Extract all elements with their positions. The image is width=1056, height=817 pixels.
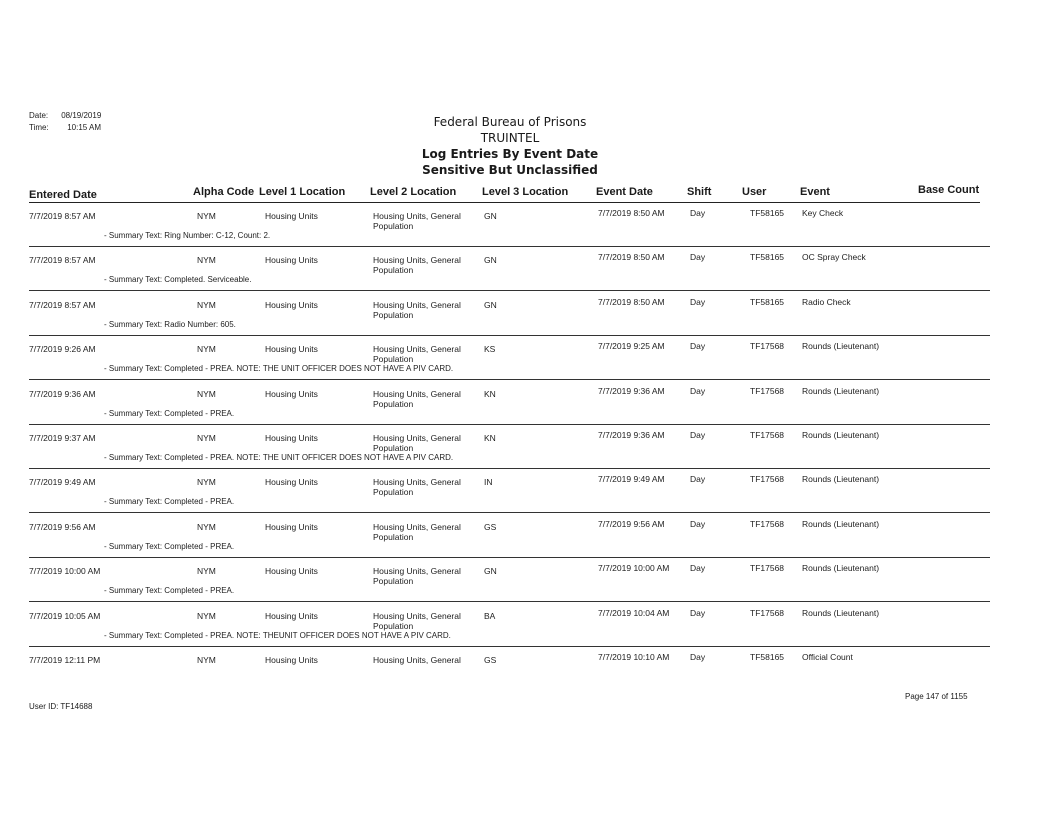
user-cell: TF58165 [750,252,785,263]
level3-location-cell: GN [484,299,497,310]
level2-location-cell: Housing Units, General Population [373,477,461,498]
event-cell: Rounds (Lieutenant) [802,607,880,618]
row-divider [29,601,990,602]
row-divider [29,246,990,247]
event-cell: Official Count [802,652,853,662]
level3-location-cell: GN [484,211,497,221]
summary-text: - Summary Text: Radio Number: 605. [104,319,236,329]
event-date-cell: 7/7/2019 8:50 AM [598,208,665,218]
level1-location-cell: Housing Units [265,655,318,665]
entered-date-cell: 7/7/2019 8:57 AM [29,255,96,266]
level2-location-cell: Housing Units, General Population [373,299,461,320]
alpha-code-cell: NYM [197,344,216,355]
user-cell: TF58165 [750,652,785,662]
level3-location-cell: KN [484,388,496,399]
level3-location-cell: KS [484,344,496,355]
agency-title: Federal Bureau of Prisons [433,115,587,129]
shift-cell: Day [690,607,706,618]
event-date-cell: 7/7/2019 9:49 AM [598,474,665,485]
event-cell: Rounds (Lieutenant) [802,341,880,352]
event-cell: OC Spray Check [802,252,866,263]
level1-location-cell: Housing Units [265,255,318,266]
user-cell: TF17568 [750,607,785,618]
alpha-code-cell: NYM [197,255,216,266]
header-divider [29,202,980,203]
summary-text: - Summary Text: Completed - PREA. [104,408,235,418]
user-cell: TF58165 [750,208,785,218]
event-cell: Rounds (Lieutenant) [802,385,880,396]
user-cell: TF17568 [750,474,785,485]
summary-text: - Summary Text: Completed - PREA. NOTE: THEUNIT OFFICER DOES NOT HAVE A PIV CARD. [104,630,451,640]
row-divider [29,512,990,513]
date-value: 08/19/2019 [61,111,102,120]
shift-cell: Day [690,208,706,218]
user-cell: TF17568 [750,341,785,352]
shift-cell: Day [690,252,706,263]
summary-text: - Summary Text: Completed - PREA. NOTE: THE UNIT OFFICER DOES NOT HAVE A PIV CARD. [104,453,454,462]
shift-cell: Day [690,296,706,307]
col-level2-location: Level 2 Location [370,186,457,198]
entered-date-cell: 7/7/2019 9:37 AM [29,433,96,443]
col-user: User [742,186,767,198]
level3-location-cell: BA [484,610,496,621]
event-date-cell: 7/7/2019 9:36 AM [598,430,665,440]
level1-location-cell: Housing Units [265,344,318,355]
alpha-code-cell: NYM [197,211,216,221]
table-row [0,340,1056,384]
user-cell: TF17568 [750,563,785,574]
table-row [0,429,1056,473]
level2-location-cell: Housing Units, General Population [373,610,461,631]
event-date-cell: 7/7/2019 10:00 AM [598,563,670,574]
row-divider [29,290,990,291]
col-event: Event [800,186,830,198]
level2-location-cell: Housing Units, General Population [373,566,461,587]
classification-label: Sensitive But Unclassified [422,163,598,177]
level3-location-cell: GN [484,566,497,577]
table-row [0,385,1056,429]
event-date-cell: 7/7/2019 9:36 AM [598,385,665,396]
entered-date-cell: 7/7/2019 8:57 AM [29,299,96,310]
table-row [0,562,1056,606]
entered-date-cell: 7/7/2019 10:05 AM [29,610,101,621]
shift-cell: Day [690,341,706,352]
event-date-cell: 7/7/2019 9:25 AM [598,341,665,352]
entered-date-cell: 7/7/2019 8:57 AM [29,211,96,221]
user-cell: TF58165 [750,296,785,307]
table-row [0,473,1056,517]
report-title-block [360,114,660,178]
entered-date-cell: 7/7/2019 9:26 AM [29,344,96,355]
level3-location-cell: IN [484,477,493,488]
row-divider [29,335,990,336]
level1-location-cell: Housing Units [265,211,318,221]
level3-location-cell: GS [484,655,497,665]
shift-cell: Day [690,652,706,662]
table-row [0,607,1056,651]
time-value: 10:15 AM [67,123,102,132]
alpha-code-cell: NYM [197,566,216,577]
row-divider [29,424,990,425]
level2-location-cell: Housing Units, General Population [373,344,461,365]
col-entered-date: Entered Date [29,189,97,201]
summary-text: - Summary Text: Completed - PREA. [104,541,235,551]
table-row [0,651,1056,695]
alpha-code-cell: NYM [197,477,216,488]
col-event-date: Event Date [596,186,653,198]
summary-text: - Summary Text: Completed - PREA. NOTE: THE UNIT OFFICER DOES NOT HAVE A PIV CARD. [104,364,454,374]
level1-location-cell: Housing Units [265,299,318,310]
user-cell: TF17568 [750,430,785,440]
summary-text: - Summary Text: Completed - PREA. [104,497,235,507]
col-base-count: Base Count [918,184,980,196]
alpha-code-cell: NYM [197,299,216,310]
col-shift: Shift [687,186,712,198]
level1-location-cell: Housing Units [265,566,318,577]
summary-text: - Summary Text: Completed - PREA. [104,586,235,596]
row-divider [29,557,990,558]
entered-date-cell: 7/7/2019 10:00 AM [29,566,101,577]
level2-location-cell: Housing Units, General Population [373,255,461,276]
alpha-code-cell: NYM [197,433,216,443]
alpha-code-cell: NYM [197,655,216,665]
event-cell: Rounds (Lieutenant) [802,474,880,485]
shift-cell: Day [690,385,706,396]
report-date [29,111,101,120]
report-title: Log Entries By Event Date [421,147,599,161]
shift-cell: Day [690,474,706,485]
user-cell: TF17568 [750,518,785,529]
shift-cell: Day [690,518,706,529]
summary-text: - Summary Text: Completed. Serviceable. [104,275,252,285]
page-number: Page 147 of 1155 [905,692,968,701]
event-date-cell: 7/7/2019 10:04 AM [598,607,670,618]
level1-location-cell: Housing Units [265,433,318,443]
level2-location-cell: Housing Units, General Population [373,388,461,409]
event-date-cell: 7/7/2019 8:50 AM [598,296,665,307]
level3-location-cell: KN [484,433,496,443]
alpha-code-cell: NYM [197,521,216,532]
shift-cell: Day [690,563,706,574]
summary-text: - Summary Text: Ring Number: C-12, Count: 2. [104,231,271,240]
level2-location-cell: Housing Units, General Population [373,521,461,542]
col-level1-location: Level 1 Location [259,186,346,198]
shift-cell: Day [690,430,706,440]
entered-date-cell: 7/7/2019 9:36 AM [29,388,96,399]
date-label: Date: [29,111,49,120]
col-level3-location: Level 3 Location [482,186,569,198]
table-row [0,296,1056,340]
user-cell: TF17568 [750,385,785,396]
time-label: Time: [29,123,49,132]
table-row [0,518,1056,562]
entered-date-cell: 7/7/2019 12:11 PM [29,655,101,665]
table-row [0,251,1056,295]
level2-location-cell: Housing Units, General Population [373,211,461,231]
level3-location-cell: GS [484,521,497,532]
alpha-code-cell: NYM [197,388,216,399]
event-date-cell: 7/7/2019 9:56 AM [598,518,665,529]
event-cell: Key Check [802,208,844,218]
system-title: TRUINTEL [480,131,540,145]
event-cell: Rounds (Lieutenant) [802,563,880,574]
level3-location-cell: GN [484,255,497,266]
col-alpha-code: Alpha Code [193,186,255,198]
event-cell: Rounds (Lieutenant) [802,518,880,529]
event-cell: Rounds (Lieutenant) [802,430,880,440]
entered-date-cell: 7/7/2019 9:49 AM [29,477,96,488]
row-divider [29,468,990,469]
alpha-code-cell: NYM [197,610,216,621]
level1-location-cell: Housing Units [265,388,318,399]
entered-date-cell: 7/7/2019 9:56 AM [29,521,96,532]
row-divider [29,646,990,647]
table-row [0,207,1056,251]
report-time [29,123,101,132]
event-date-cell: 7/7/2019 10:10 AM [598,652,670,662]
level2-location-cell: Housing Units, General [373,655,461,665]
level1-location-cell: Housing Units [265,477,318,488]
footer-user-id: User ID: TF14688 [29,702,93,711]
level2-location-cell: Housing Units, General Population [373,433,461,453]
level1-location-cell: Housing Units [265,521,318,532]
event-date-cell: 7/7/2019 8:50 AM [598,252,665,263]
event-cell: Radio Check [802,296,851,307]
level1-location-cell: Housing Units [265,610,318,621]
row-divider [29,379,990,380]
